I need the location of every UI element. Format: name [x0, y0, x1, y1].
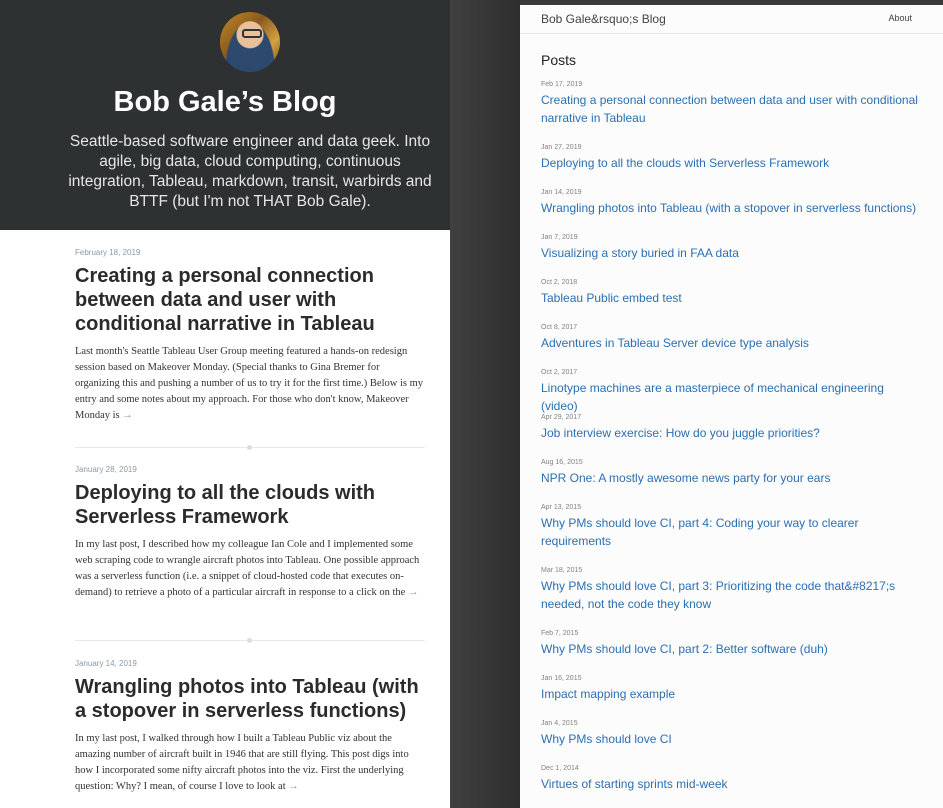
post-link[interactable]: Virtues of starting sprints mid-week	[541, 777, 728, 791]
post-divider	[75, 447, 425, 448]
post-link[interactable]: Tableau Public embed test	[541, 291, 682, 305]
avatar[interactable]	[220, 12, 280, 72]
post-date: Dec 1, 2014	[541, 765, 579, 772]
blog-tagline: Seattle-based software engineer and data geek. Into agile, big data, cloud computing, continuous integration, Tableau, markdown, transit, warbirds and BTTF (but I'm not THAT Bob Gale).	[68, 133, 432, 210]
post-date: January 28, 2019	[75, 465, 137, 474]
window-gap	[450, 0, 520, 808]
post-date: February 18, 2019	[75, 248, 141, 257]
post-link[interactable]: Visualizing a story buried in FAA data	[541, 246, 739, 260]
about-link[interactable]: About	[888, 13, 912, 23]
read-more-arrow-icon[interactable]: →	[407, 587, 419, 598]
post-date: Apr 29, 2017	[541, 414, 582, 421]
site-name-link[interactable]: Bob Gale&rsquo;s Blog	[541, 12, 666, 26]
post-date: Aug 16, 2015	[541, 459, 583, 466]
post-title-link[interactable]: Deploying to all the clouds with Serverless Framework	[75, 482, 376, 528]
post-date: Mar 18, 2015	[541, 567, 583, 574]
post-entry	[75, 248, 425, 424]
list-item	[541, 80, 921, 127]
post-link[interactable]: Impact mapping example	[541, 687, 676, 701]
list-item	[541, 323, 921, 352]
list-item	[541, 503, 921, 550]
post-link[interactable]: Adventures in Tableau Server device type analysis	[541, 336, 809, 350]
post-date: Jan 16, 2015	[541, 675, 582, 682]
post-link[interactable]: Deploying to all the clouds with Serverless Framework	[541, 156, 830, 170]
list-item	[541, 368, 921, 415]
post-link[interactable]: Linotype machines are a masterpiece of mechanical engineering (video)	[541, 381, 884, 413]
post-date: Feb 7, 2015	[541, 630, 579, 637]
list-item	[541, 764, 921, 793]
post-date: Jan 7, 2019	[541, 234, 578, 241]
list-item	[541, 566, 921, 613]
post-date: Oct 2, 2018	[541, 279, 578, 286]
post-link[interactable]: Why PMs should love CI, part 2: Better software (duh)	[541, 642, 828, 656]
post-date: Jan 14, 2019	[541, 189, 582, 196]
posts-heading: Posts	[541, 52, 577, 68]
read-more-arrow-icon[interactable]: →	[288, 781, 299, 792]
list-item	[541, 458, 921, 487]
list-item	[541, 674, 921, 703]
post-link[interactable]: Job interview exercise: How do you juggle priorities?	[541, 426, 820, 440]
list-item	[541, 629, 921, 658]
post-date: Oct 2, 2017	[541, 369, 578, 376]
post-title-link[interactable]: Creating a personal connection between data and user with conditional narrative in Tableau	[75, 265, 375, 335]
post-date: Feb 17, 2019	[541, 81, 583, 88]
post-date: Apr 13, 2015	[541, 504, 582, 511]
list-item	[541, 278, 921, 307]
post-date: Oct 8, 2017	[541, 324, 578, 331]
post-link[interactable]: Why PMs should love CI, part 3: Prioritizing the code that&#8217;s needed, not the code they know	[541, 579, 896, 611]
list-item	[541, 143, 921, 172]
list-item	[541, 413, 921, 442]
post-link[interactable]: Wrangling photos into Tableau (with a stopover in serverless functions)	[541, 201, 917, 215]
blog-header	[0, 0, 450, 230]
post-date: January 14, 2019	[75, 659, 137, 668]
read-more-arrow-icon[interactable]: →	[122, 410, 133, 421]
post-entry	[75, 465, 425, 601]
blog-title[interactable]: Bob Gale’s Blog	[113, 86, 337, 118]
list-item	[541, 233, 921, 262]
post-excerpt: Last month's Seattle Tableau User Group meeting featured a hands-on redesign session based on Makeover Monday. (Special thanks to Gina Bremer for organizing this and pushing a number of us to try it for the first time.) Below is my entry and some notes about my approach. For those who don't know, Makeover Monday is	[75, 346, 424, 421]
list-item	[541, 188, 921, 217]
post-link[interactable]: NPR One: A mostly awesome news party for your ears	[541, 471, 831, 485]
site-header	[520, 5, 943, 34]
post-excerpt: In my last post, I walked through how I built a Tableau Public viz about the amazing number of aircraft built in 1946 that are still flying. This post digs into how I incorporated some nifty aircraft photos into the viz. First the underlying question: Why? I mean, of course I love to look at	[75, 733, 409, 792]
post-excerpt: In my last post, I described how my colleague Ian Cole and I implemented some web scraping code to wrangle aircraft photos into Tableau. One possible approach was a serverless function (i.e. a snippet of cloud-hosted code that executes on-demand) to retrieve a photo of a particular aircraft in response to a click on the	[75, 539, 420, 598]
list-item	[541, 719, 921, 748]
left-browser-pane	[0, 0, 450, 808]
post-link[interactable]: Why PMs should love CI, part 4: Coding your way to clearer requirements	[541, 516, 859, 548]
post-entry	[75, 659, 425, 795]
right-browser-pane	[520, 5, 943, 808]
post-date: Jan 27, 2019	[541, 144, 582, 151]
post-link[interactable]: Why PMs should love CI	[541, 732, 672, 746]
post-divider	[75, 640, 425, 641]
post-link[interactable]: Creating a personal connection between data and user with conditional narrative in Tableau	[541, 93, 918, 125]
post-title-link[interactable]: Wrangling photos into Tableau (with a stopover in serverless functions)	[75, 676, 419, 722]
post-date: Jan 4, 2015	[541, 720, 578, 727]
